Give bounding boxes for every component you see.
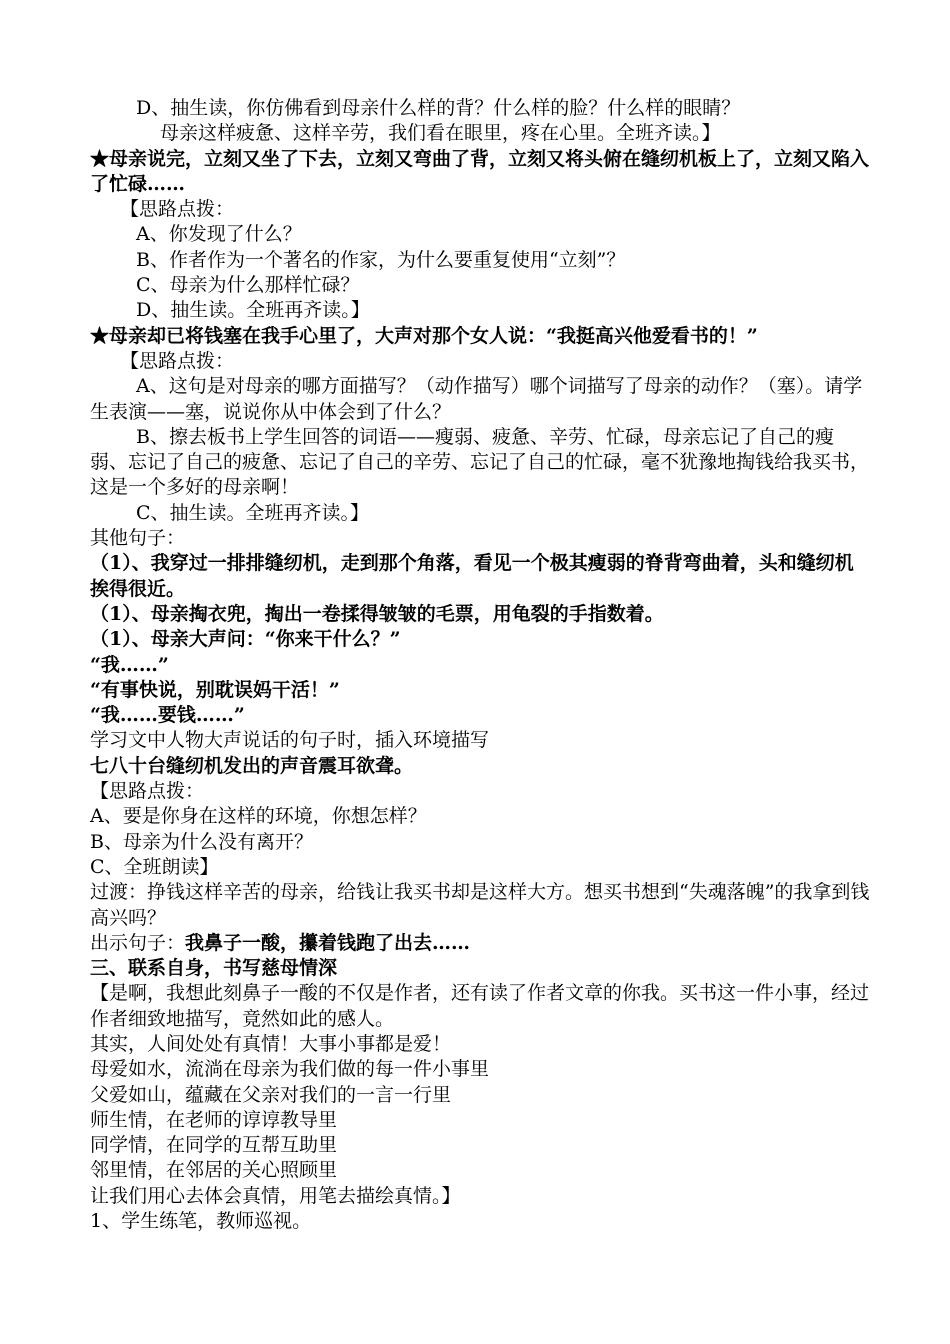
- closing-line-5: 同学情，在同学的互帮互助里: [90, 1134, 338, 1157]
- guidance-heading-1: 【思路点拨：: [120, 198, 235, 221]
- other-sentence-2: （1）、母亲掏衣兜，掏出一卷揉得皱皱的毛票，用龟裂的手指数着。: [90, 602, 664, 625]
- show-sentence-text: 我鼻子一酸，攥着钱跑了出去……: [185, 931, 471, 954]
- section-three-heading: 三、联系自身，书写慈母情深: [90, 957, 338, 980]
- other-sentence-1: （1）、我穿过一排排缝纫机，走到那个角落，看见一个极其瘦弱的脊背弯曲着，头和缝纫机挨得很近。: [90, 552, 854, 600]
- dialogue-line-3: “我……要钱……”: [90, 704, 245, 727]
- practice-line: 1、学生练笔，教师巡视。: [90, 1210, 312, 1233]
- guidance-3-a: A、要是你身在这样的环境，你想怎样？: [90, 805, 427, 828]
- guidance-2-b: B、擦去板书上学生回答的词语——瘦弱、疲惫、辛劳、忙碌，母亲忘记了自己的瘦弱、忘记了自己的疲惫、忘记了自己的辛劳、忘记了自己的忙碌，毫不犹豫地掏钱给我买书，这是一个多好的母亲啊！: [90, 425, 870, 499]
- document-page: [90, 96, 870, 1234]
- closing-line-6: 邻里情，在邻居的关心照顾里: [90, 1159, 338, 1182]
- dialogue-line-2: “有事快说，别耽误妈干活！”: [90, 678, 340, 701]
- guidance-1-b: B、作者作为一个著名的作家，为什么要重复使用“立刻”？: [136, 248, 626, 271]
- guidance-2-c: C、抽生读。全班再齐读。】: [136, 501, 370, 524]
- guidance-1-a: A、你发现了什么？: [136, 223, 302, 246]
- key-sentence-2: ★母亲却已将钱塞在我手心里了，大声对那个女人说：“我挺高兴他爱看书的！”: [90, 324, 758, 347]
- closing-paragraph: 【是啊，我想此刻鼻子一酸的不仅是作者，还有读了作者文章的你我。买书这一件小事，经过作者细致地描写，竟然如此的感人。: [90, 982, 870, 1030]
- environment-intro: 学习文中人物大声说话的句子时，插入环境描写: [90, 729, 490, 752]
- transition-line: 过渡：挣钱这样辛苦的母亲，给钱让我买书却是这样大方。想买书想到“失魂落魄”的我拿到钱高兴吗？: [90, 881, 870, 929]
- show-sentence-label: 出示句子：: [90, 931, 186, 954]
- guidance-3-b: B、母亲为什么没有离开？: [90, 830, 313, 853]
- guidance-2-a: A、这句是对母亲的哪方面描写？（动作描写）哪个词描写了母亲的动作？（塞）。请学生表演——塞，说说你从中体会到了什么？: [90, 375, 863, 423]
- step-d-line: D、抽生读，你仿佛看到母亲什么样的背？什么样的脸？什么样的眼睛？: [136, 97, 741, 119]
- closing-line-3: 父爱如山，蕴藏在父亲对我们的一言一行里: [90, 1083, 452, 1106]
- dialogue-line-1: “我……”: [90, 653, 169, 676]
- other-sentences-heading: 其他句子：: [90, 527, 186, 550]
- summary-line: 母亲这样疲惫、这样辛劳，我们看在眼里，疼在心里。全班齐读。】: [160, 122, 721, 145]
- other-sentence-3: （1）、母亲大声问：“你来干什么？”: [90, 628, 401, 651]
- guidance-heading-2: 【思路点拨：: [120, 349, 235, 372]
- environment-sentence: 七八十台缝纫机发出的声音震耳欲聋。: [90, 754, 414, 777]
- guidance-1-c: C、母亲为什么那样忙碌？: [136, 274, 360, 297]
- guidance-heading-3: 【思路点拨：: [90, 780, 205, 803]
- key-sentence-1: ★母亲说完，立刻又坐了下去，立刻又弯曲了背，立刻又将头俯在缝纫机板上了，立刻又陷入了忙碌……: [90, 147, 870, 195]
- closing-line-2: 母爱如水，流淌在母亲为我们做的每一件小事里: [90, 1058, 490, 1081]
- closing-line-4: 师生情，在老师的谆谆教导里: [90, 1108, 338, 1131]
- closing-line-1: 其实，人间处处有真情！大事小事都是爱！: [90, 1032, 452, 1055]
- show-sentence-line: [90, 931, 870, 956]
- guidance-1-d: D、抽生读。全班再齐读。】: [136, 299, 370, 322]
- closing-line-7: 让我们用心去体会真情，用笔去描绘真情。】: [90, 1184, 461, 1207]
- guidance-3-c: C、全班朗读】: [90, 855, 219, 878]
